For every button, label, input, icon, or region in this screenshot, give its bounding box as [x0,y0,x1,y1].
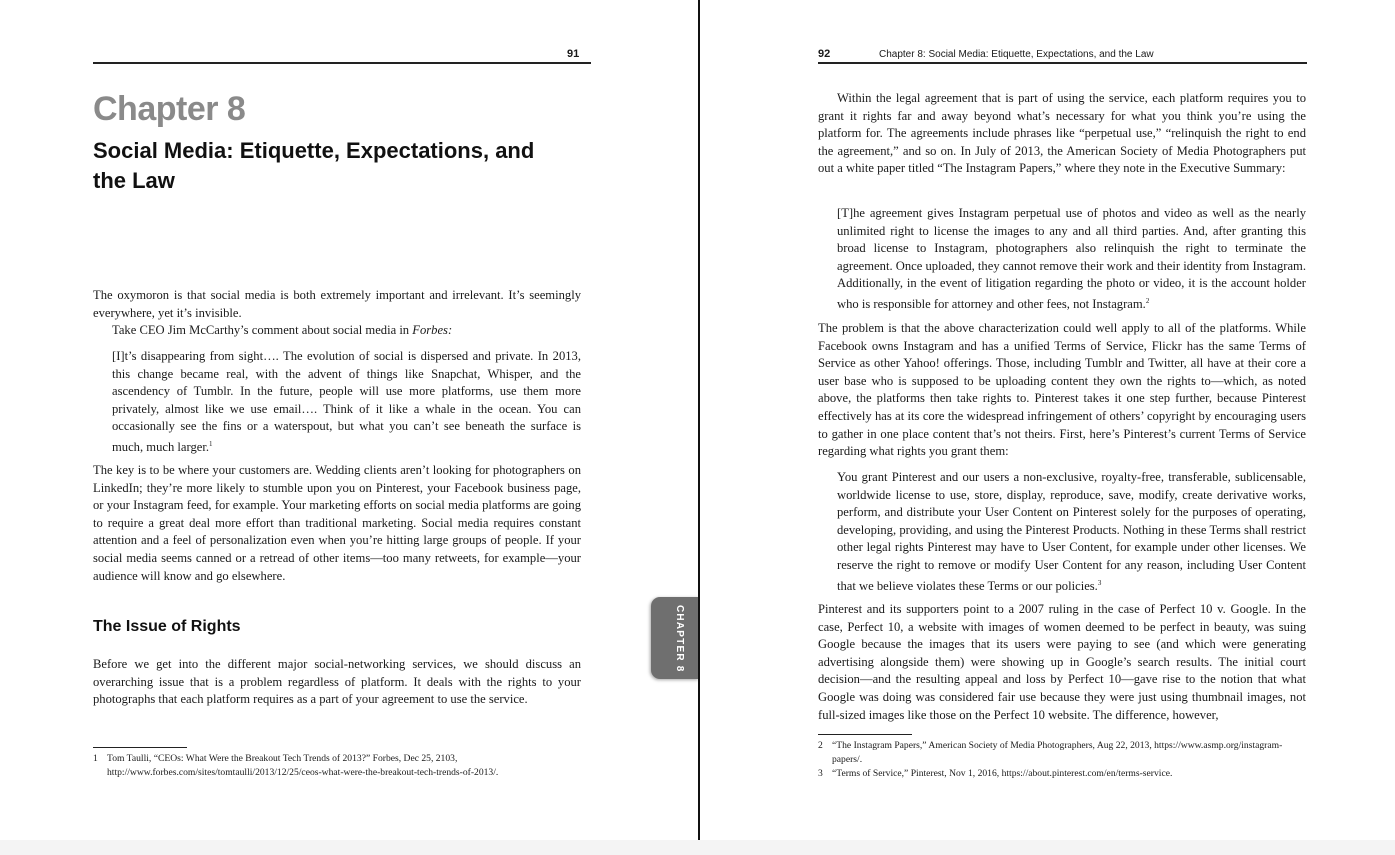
running-head: Chapter 8: Social Media: Etiquette, Expectations, and the Law [879,49,1154,60]
legal-agreement-paragraph: Within the legal agreement that is part of using the service, each platform requires you to grant it rights far and away beyond what’s necessary for what you think you’re using the platform for. The agreements include phrases like “perpetual use,” “relinquish the right to end the agreement,” and so on. In July of 2013, the American Society of Media Photographers put out a white paper titled “The Instagram Papers,” where they note in the Executive Summary: [818,91,1306,176]
footnote-1-text: Tom Taulli, “CEOs: What Were the Breakout Tech Trends of 2013?” Forbes, Dec 25, 2103, http://www.forbes.com/sites/tomtaulli/2013/12/25/ceos-what-were-the-breakout-tech-trends-of-2013/. [107,753,499,778]
perfect10-paragraph: Pinterest and its supporters point to a 2007 ruling in the case of Perfect 10 v. Google. In the case, Perfect 10, a website with images of women deemed to be perfect in beauty, was suing Google because the images that its users were paying to see (and which were generating advertising alongside them) were showing up in Google’s search results. The initial court decision—and the resulting appeal and loss by Perfect 10—gave rise to the notion that what Google was doing was considered fair use because they were just using thumbnail images, not full-sized images like those on the Perfect 10 website. The difference, however, [818,602,1306,722]
forbes-lead-in-text: Take CEO Jim McCarthy’s comment about social media in [112,323,410,337]
footnote-ref-3[interactable]: 3 [1097,578,1102,587]
header-rule-right [818,62,1307,64]
footnote-3-number: 3 [818,768,823,779]
page-number-right: 92 [818,48,831,60]
footnote-ref-2[interactable]: 2 [1145,296,1150,305]
block-quote-left-text: [I]t’s disappearing from sight…. The evolution of social is dispersed and private. In 2013, this change became real, with the advent of things like Snapchat, Whisper, and the ascendency of Tumblr. In the future, people will use more platforms, use them more privately, almost like we use email…. Think of it like a whale in the ocean. You can occasionally see the fins or a waterspout, but what you can’t see beneath the surface is much, much larger. [112,349,581,455]
chapter-tab[interactable] [651,597,699,679]
footnote-1-number: 1 [93,753,98,764]
chapter-label: Chapter 8 [93,90,246,128]
footnote-2-number: 2 [818,740,823,751]
footnote-2-text: “The Instagram Papers,” American Society of Media Photographers, Aug 22, 2013, https://www.asmp.org/instagram-papers/. [832,740,1283,765]
forbes-lead-in [93,322,581,340]
block-quote-instagram [837,205,1306,314]
section-heading: The Issue of Rights [93,618,241,635]
chapter-title: Social Media: Etiquette, Expectations, and the Law [93,138,535,193]
chapter-tab-label: CHAPTER 8 [674,605,685,673]
header-rule-left [93,62,591,64]
customers-paragraph: The key is to be where your customers are. Wedding clients aren’t looking for photographers on LinkedIn; they’re more likely to stumble upon you on Pinterest, your Facebook business page, or your Instagram feed, for example. Your marketing efforts on social media platforms are going to require a great deal more effort than traditional marketing. Social media requires constant attention and a feel of personalization even when you’re hitting large groups of people. If your social media seems canned or a retread of other items—too many retweets, for example—your audience will know and go elsewhere. [93,463,581,583]
footnote-rule-left [93,747,187,748]
right-page [700,0,1395,855]
block-quote-pinterest-text: You grant Pinterest and our users a non-exclusive, royalty-free, transferable, sublicensable, worldwide license to use, store, display, reproduce, save, modify, create derivative works, perform, and distribute your User Content on Pinterest solely for the purposes of operating, developing, providing, and using the Pinterest Products. Nothing in these Terms shall restrict other legal rights Pinterest may have to User Content, for example under other licenses. We reserve the right to remove or modify User Content for any reason, including User Content that we believe violates these Terms or our policies. [837,470,1306,593]
forbes-italic: Forbes: [412,323,453,337]
intro-paragraph: The oxymoron is that social media is both extremely important and irrelevant. It’s seemingly everywhere, yet it’s invisible. [93,288,581,320]
viewer-bottom-band [0,840,1395,855]
footnote-3-text: “Terms of Service,” Pinterest, Nov 1, 2016, https://about.pinterest.com/en/terms-service. [832,768,1173,779]
footnote-ref-1[interactable]: 1 [209,439,213,448]
page-number-left: 91 [567,48,580,60]
footnote-3 [818,767,1306,781]
block-quote-left [112,348,581,457]
platforms-paragraph: The problem is that the above characterization could well apply to all of the platforms. While Facebook owns Instagram and has a unified Terms of Service, Flickr has the same Terms of Service as other Yahoo! offerings. Those, including Tumblr and Twitter, all have at their core a user base who is supposed to be uploading content they own the rights to—which, as noted above, the platforms then take rights to. Pinterest takes it one step further, because Pinterest effectively has at its core the widespread infringement of others’ copyright by encouraging users to gather in one place content that’s not theirs. First, here’s Pinterest’s current Terms of Service regarding what rights you grant them: [818,321,1306,459]
footnote-rule-right [818,734,912,735]
block-quote-instagram-text: [T]he agreement gives Instagram perpetual use of photos and video as well as the nearly unlimited right to license the images to any and all third parties. And, after granting this broad license to Instagram, photographers also relinquish the right to terminate the agreement. Once uploaded, they cannot remove their work and their identity from Instagram. Additionally, in the event of litigation regarding the photo or video, it is the account holder who is responsible for attorney and other fees, not Instagram. [837,206,1306,312]
rights-paragraph: Before we get into the different major social-networking services, we should discuss an overarching issue that is a problem regardless of platform. It deals with the rights to your photographs that each platform requires as a part of your agreement to use the service. [93,657,581,707]
block-quote-pinterest [837,469,1306,595]
footnote-1 [93,752,581,779]
footnote-2 [818,739,1306,766]
